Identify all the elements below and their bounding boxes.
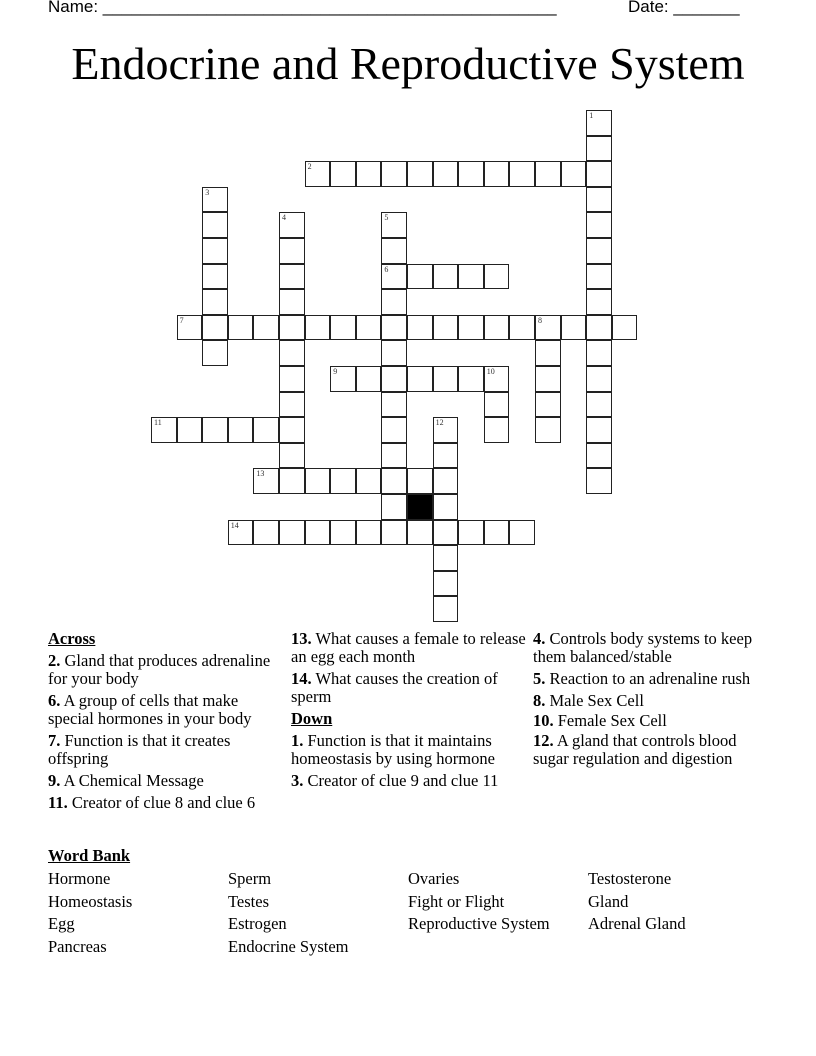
grid-cell[interactable]	[279, 238, 305, 264]
grid-cell[interactable]	[433, 161, 459, 187]
clue-number: 2	[307, 162, 312, 172]
grid-cell[interactable]	[458, 366, 484, 392]
word-bank-item: Testes	[228, 891, 270, 911]
across-heading: Across	[48, 629, 96, 648]
name-field-label: Name: ________________________________________________	[48, 0, 557, 16]
grid-cell[interactable]	[535, 340, 561, 366]
grid-cell[interactable]	[279, 443, 305, 469]
clue-number: 9	[333, 367, 338, 376]
clue-across-9: 9. A Chemical Message	[48, 771, 204, 790]
grid-cell[interactable]	[509, 315, 535, 341]
grid-cell[interactable]	[356, 315, 382, 341]
clue-number: 7	[179, 315, 184, 325]
grid-cell[interactable]	[433, 596, 459, 622]
grid-cell[interactable]	[586, 264, 612, 290]
grid-cell[interactable]	[279, 417, 305, 443]
grid-cell[interactable]	[381, 264, 407, 290]
grid-cell[interactable]	[458, 264, 484, 290]
grid-cell[interactable]	[407, 264, 433, 290]
clue-number: 8	[538, 315, 542, 325]
clue-number: 5	[384, 213, 389, 223]
grid-cell[interactable]	[433, 494, 459, 520]
black-cell	[407, 494, 433, 520]
grid-cell[interactable]	[381, 212, 407, 238]
grid-cell[interactable]	[586, 110, 612, 136]
grid-cell[interactable]	[305, 520, 331, 546]
clues-column-1	[48, 630, 280, 816]
clue-number: 1	[589, 111, 594, 120]
grid-cell[interactable]	[407, 520, 433, 546]
grid-cell[interactable]	[202, 315, 228, 341]
grid-cell[interactable]	[253, 468, 279, 494]
grid-cell[interactable]	[381, 340, 407, 366]
grid-cell[interactable]	[253, 417, 279, 443]
grid-cell[interactable]	[330, 520, 356, 546]
grid-cell[interactable]	[561, 161, 587, 187]
grid-cell[interactable]	[202, 340, 228, 366]
grid-cell[interactable]	[330, 315, 356, 341]
word-bank	[48, 868, 768, 958]
grid-cell[interactable]	[586, 136, 612, 162]
grid-cell[interactable]	[433, 443, 459, 469]
grid-cell[interactable]	[458, 161, 484, 187]
down-heading: Down	[291, 709, 333, 728]
grid-cell[interactable]	[151, 417, 177, 443]
date-field-label: Date: _______	[628, 0, 740, 16]
clue-number: 10	[486, 367, 495, 376]
clue-across-13: 13. What causes a female to release an egg each month	[291, 629, 526, 666]
grid-cell[interactable]	[586, 212, 612, 238]
grid-cell[interactable]	[381, 289, 407, 315]
word-bank-item: Egg	[48, 914, 75, 934]
grid-cell[interactable]	[586, 315, 612, 341]
clue-number: 4	[282, 213, 286, 223]
word-bank-item: Endocrine System	[228, 936, 349, 956]
grid-cell[interactable]	[433, 264, 459, 290]
grid-cell[interactable]	[535, 366, 561, 392]
grid-cell[interactable]	[381, 443, 407, 469]
grid-cell[interactable]	[202, 289, 228, 315]
clue-down-8: 8. Male Sex Cell	[533, 691, 644, 710]
grid-cell[interactable]	[433, 366, 459, 392]
grid-cell[interactable]	[330, 366, 356, 392]
grid-cell[interactable]	[253, 520, 279, 546]
clue-number: 3	[205, 187, 210, 197]
grid-cell[interactable]	[381, 392, 407, 418]
grid-cell[interactable]	[458, 520, 484, 546]
grid-cell[interactable]	[228, 417, 254, 443]
word-bank-item: Hormone	[48, 869, 111, 888]
grid-cell[interactable]	[228, 315, 254, 341]
grid-cell[interactable]	[509, 520, 535, 546]
clues-column-3	[533, 630, 763, 772]
word-bank-item: Estrogen	[228, 914, 287, 934]
grid-cell[interactable]	[356, 366, 382, 392]
grid-cell[interactable]	[509, 161, 535, 187]
grid-cell[interactable]	[305, 315, 331, 341]
grid-cell[interactable]	[279, 212, 305, 238]
grid-cell[interactable]	[279, 315, 305, 341]
word-bank-item: Homeostasis	[48, 891, 133, 911]
grid-cell[interactable]	[381, 238, 407, 264]
clues-column-2	[291, 630, 527, 794]
clue-number: 12	[435, 418, 444, 428]
grid-cell[interactable]	[433, 571, 459, 597]
word-bank-item: Pancreas	[48, 936, 107, 956]
grid-cell[interactable]	[586, 366, 612, 392]
grid-cell[interactable]	[433, 417, 459, 443]
grid-cell[interactable]	[586, 238, 612, 264]
grid-cell[interactable]	[561, 315, 587, 341]
grid-cell[interactable]	[228, 520, 254, 546]
grid-cell[interactable]	[356, 520, 382, 546]
grid-cell[interactable]	[484, 392, 510, 418]
grid-cell[interactable]	[305, 161, 331, 187]
grid-cell[interactable]	[458, 315, 484, 341]
word-bank-item: Testosterone	[588, 869, 672, 888]
grid-cell[interactable]	[381, 468, 407, 494]
clue-number: 13	[256, 469, 265, 479]
grid-cell[interactable]	[407, 366, 433, 392]
grid-cell[interactable]	[586, 187, 612, 213]
grid-cell[interactable]	[356, 161, 382, 187]
grid-cell[interactable]	[330, 468, 356, 494]
grid-cell[interactable]	[586, 161, 612, 187]
grid-cell[interactable]	[279, 264, 305, 290]
grid-cell[interactable]	[433, 520, 459, 546]
word-bank-item: Fight or Flight	[408, 891, 505, 911]
word-bank-item: Ovaries	[408, 869, 460, 888]
clue-down-12: 12. A gland that controls blood sugar regulation and digestion	[533, 731, 737, 768]
grid-cell[interactable]	[381, 520, 407, 546]
grid-cell[interactable]	[586, 289, 612, 315]
clue-across-6: 6. A group of cells that make special hormones in your body	[48, 691, 252, 728]
grid-cell[interactable]	[407, 468, 433, 494]
grid-cell[interactable]	[484, 520, 510, 546]
grid-cell[interactable]	[586, 392, 612, 418]
grid-cell[interactable]	[535, 392, 561, 418]
clue-number: 14	[230, 520, 239, 530]
grid-cell[interactable]	[177, 417, 203, 443]
grid-cell[interactable]	[484, 417, 510, 443]
clue-down-3: 3. Creator of clue 9 and clue 11	[291, 771, 499, 790]
grid-cell[interactable]	[330, 161, 356, 187]
grid-cell[interactable]	[279, 366, 305, 392]
grid-cell[interactable]	[356, 468, 382, 494]
grid-cell[interactable]	[202, 264, 228, 290]
grid-cell[interactable]	[433, 468, 459, 494]
grid-cell[interactable]	[407, 315, 433, 341]
clue-across-7: 7. Function is that it creates offspring	[48, 731, 231, 768]
word-bank-item: Gland	[588, 891, 629, 911]
grid-cell[interactable]	[586, 443, 612, 469]
grid-cell[interactable]	[279, 392, 305, 418]
grid-cell[interactable]	[381, 417, 407, 443]
clue-down-1: 1. Function is that it maintains homeostasis by using hormone	[291, 731, 495, 768]
grid-cell[interactable]	[381, 315, 407, 341]
grid-cell[interactable]	[279, 289, 305, 315]
grid-cell[interactable]	[586, 340, 612, 366]
grid-cell[interactable]	[433, 545, 459, 571]
clue-across-2: 2. Gland that produces adrenaline for your body	[48, 651, 271, 688]
word-bank-heading: Word Bank	[48, 846, 131, 865]
clue-down-4: 4. Controls body systems to keep them balanced/stable	[533, 629, 753, 666]
clue-across-11: 11. Creator of clue 8 and clue 6	[48, 793, 256, 812]
word-bank-item: Reproductive System	[408, 914, 550, 934]
grid-cell[interactable]	[535, 161, 561, 187]
clue-down-5: 5. Reaction to an adrenaline rush	[533, 669, 751, 688]
grid-cell[interactable]	[202, 417, 228, 443]
grid-cell[interactable]	[381, 161, 407, 187]
grid-cell[interactable]	[535, 417, 561, 443]
grid-cell[interactable]	[202, 212, 228, 238]
grid-cell[interactable]	[202, 238, 228, 264]
clue-down-10: 10. Female Sex Cell	[533, 711, 667, 730]
grid-cell[interactable]	[612, 315, 638, 341]
grid-cell[interactable]	[586, 468, 612, 494]
grid-cell[interactable]	[279, 520, 305, 546]
clue-number: 6	[384, 264, 389, 274]
word-bank-item: Adrenal Gland	[588, 914, 686, 934]
grid-cell[interactable]	[484, 315, 510, 341]
page-title: Endocrine and Reproductive System	[71, 38, 745, 89]
grid-cell[interactable]	[484, 366, 510, 392]
grid-cell[interactable]	[253, 315, 279, 341]
grid-cell[interactable]	[484, 264, 510, 290]
grid-cell[interactable]	[535, 315, 561, 341]
grid-cell[interactable]	[484, 161, 510, 187]
grid-cell[interactable]	[202, 187, 228, 213]
grid-cell[interactable]	[407, 161, 433, 187]
grid-cell[interactable]	[381, 366, 407, 392]
clue-number: 11	[154, 418, 162, 428]
grid-cell[interactable]	[433, 315, 459, 341]
grid-cell[interactable]	[586, 417, 612, 443]
clue-across-14: 14. What causes the creation of sperm	[291, 669, 498, 706]
word-bank-item: Sperm	[228, 869, 272, 888]
grid-cell[interactable]	[279, 468, 305, 494]
grid-cell[interactable]	[305, 468, 331, 494]
grid-cell[interactable]	[381, 494, 407, 520]
grid-cell[interactable]	[279, 340, 305, 366]
grid-cell[interactable]	[177, 315, 203, 341]
